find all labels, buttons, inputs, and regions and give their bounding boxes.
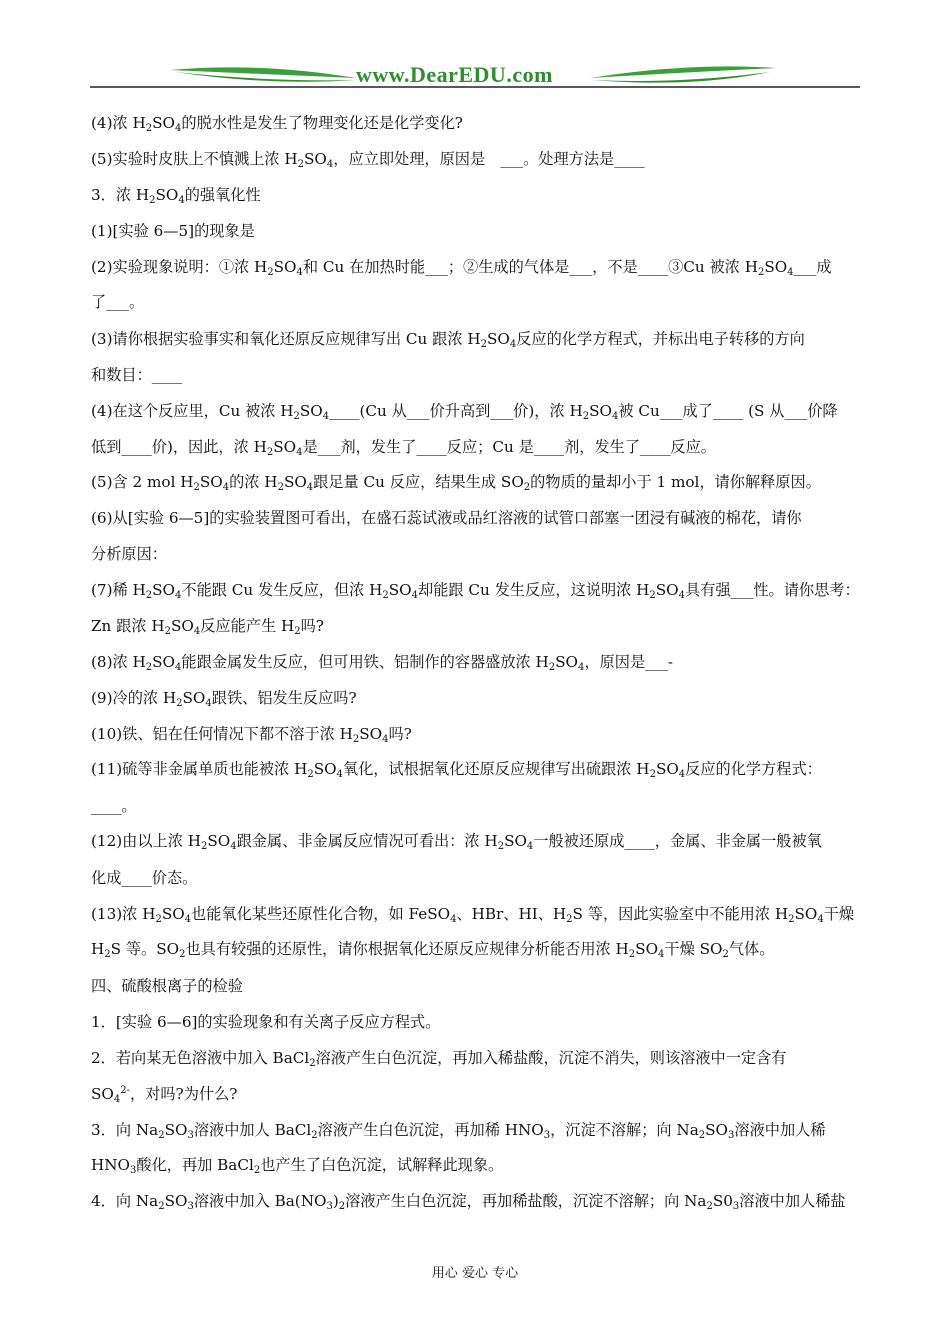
- text-line: $SO_4^{2-}$，对吗?为什么?: [91, 1085, 238, 1105]
- text-line: 4．向 $Na_2SO_3$溶液中加入 $Ba(NO_3)_2$溶液产生白色沉淀，再加稀盐酸，沉淀不溶解；向 $Na_2S0_3$溶液中加人稀盐: [91, 1192, 846, 1212]
- text-line: ____。: [91, 797, 137, 815]
- page-footer: 用心 爱心 专心: [431, 1266, 519, 1281]
- text-line: 了___。: [91, 293, 145, 311]
- text-line: 3．浓 $H_2SO_4$的强氧化性: [91, 186, 261, 206]
- text-line: (4)在这个反应里，Cu 被浓 $H_2SO_4\_\_\_\_(Cu$ 从___价升高到___价)，浓 $H_2SO_4$被 Cu___成了____ (S 从___价降: [91, 402, 838, 422]
- text-line: (11)硫等非金属单质也能被浓 $H_2SO_4$氧化，试根据氧化还原反应规律写出硫跟浓 $H_2SO_4$反应的化学方程式：: [91, 760, 822, 780]
- text-line: 1．[实验 6—6]的实验现象和有关离子反应方程式。: [91, 1013, 441, 1031]
- right-leaf-swoosh-lower: [592, 72, 770, 83]
- page-header: [0, 0, 950, 100]
- text-line: (13)浓 $H_2SO_4$也能氧化某些还原性化合物，如 FeSO$_4$、HBr、HI、$H_2S$ 等，因此实验室中不能用浓 $H_2SO_4$干燥: [91, 905, 855, 925]
- text-line: (8)浓 $H_2SO_4$能跟金属发生反应，但可用铁、铝制作的容器盛放浓 $H_2SO_4$，原因是___-: [91, 653, 674, 673]
- text-line: 和数目：____: [91, 366, 183, 384]
- text-line: $HNO_3$酸化，再加 BaCl$_2$也产生了白色沉淀，试解释此现象。: [91, 1156, 504, 1176]
- text-line: (5)含 2 mol $H_2SO_4$的浓 $H_2SO_4$跟足量 Cu 反应，结果生成 $SO_2$的物质的量却小于 1 mol，请你解释原因。: [91, 473, 821, 493]
- text-line: $H_2S$ 等。$SO_2$也具有较强的还原性，请你根据氧化还原反应规律分析能否用浓 $H_2SO_4$干燥 $SO_2$气体。: [91, 940, 775, 960]
- text-line: Zn 跟浓 $H_2SO_4$反应能产生 $H_2$吗?: [91, 617, 324, 637]
- text-line: (1)[实验 6—5]的现象是: [91, 222, 255, 240]
- text-line: (9)冷的浓 $H_2SO_4$跟铁、铝发生反应吗?: [91, 689, 357, 709]
- text-line: 2．若向某无色溶液中加入 BaCl$_2$溶液产生白色沉淀，再加入稀盐酸，沉淀不消失，则该溶液中一定含有: [91, 1049, 787, 1069]
- site-url-logo: www.DearEDU.com: [356, 62, 553, 87]
- text-line: (2)实验现象说明：①浓 $H_2SO_4$和 Cu 在加热时能___；②生成的气体是___，不是____③Cu 被浓 $H_2SO_4\_\_\_$成: [91, 258, 832, 278]
- text-line: 四、硫酸根离子的检验: [91, 977, 243, 995]
- text-line: (4)浓 $H_2SO_4$的脱水性是发生了物理变化还是化学变化?: [91, 114, 463, 134]
- text-line: (5)实验时皮肤上不慎溅上浓 $H_2SO_4$，应立即处理，原因是 ___。处理方法是____: [91, 150, 645, 170]
- text-line: (7)稀 $H_2SO_4$不能跟 Cu 发生反应，但浓 $H_2SO_4$却能跟 Cu 发生反应，这说明浓 $H_2SO_4$具有强___性。请你思考：: [91, 581, 860, 601]
- right-leaf-swoosh: [590, 66, 776, 78]
- text-line: 3．向 $Na_2SO_3$溶液中加人 BaCl$_2$溶液产生白色沉淀，再加稀 $HNO_3$，沉淀不溶解；向 $Na_2SO_3$溶液中加人稀: [91, 1121, 826, 1141]
- text-line: (3)请你根据实验事实和氧化还原反应规律写出 Cu 跟浓 $H_2SO_4$反应的化学方程式，并标出电子转移的方向: [91, 330, 805, 350]
- text-line: (6)从[实验 6—5]的实验装置图可看出，在盛石蕊试液或品红溶液的试管口部塞一团浸有碱液的棉花，请你: [91, 509, 802, 527]
- text-line: (12)由以上浓 $H_2SO_4$跟金属、非金属反应情况可看出：浓 $H_2SO_4$一般被还原成____，金属、非金属一般被氧: [91, 832, 822, 852]
- text-line: 低到____价)，因此，浓 $H_2SO_4$是___剂，发生了____反应；Cu 是____剂，发生了____反应。: [91, 438, 716, 458]
- left-leaf-swoosh: [170, 67, 356, 78]
- text-line: (10)铁、铝在任何情况下都不溶于浓 $H_2SO_4$吗?: [91, 725, 412, 745]
- text-line: 化成____价态。: [91, 869, 198, 887]
- text-line: 分析原因：: [91, 545, 167, 563]
